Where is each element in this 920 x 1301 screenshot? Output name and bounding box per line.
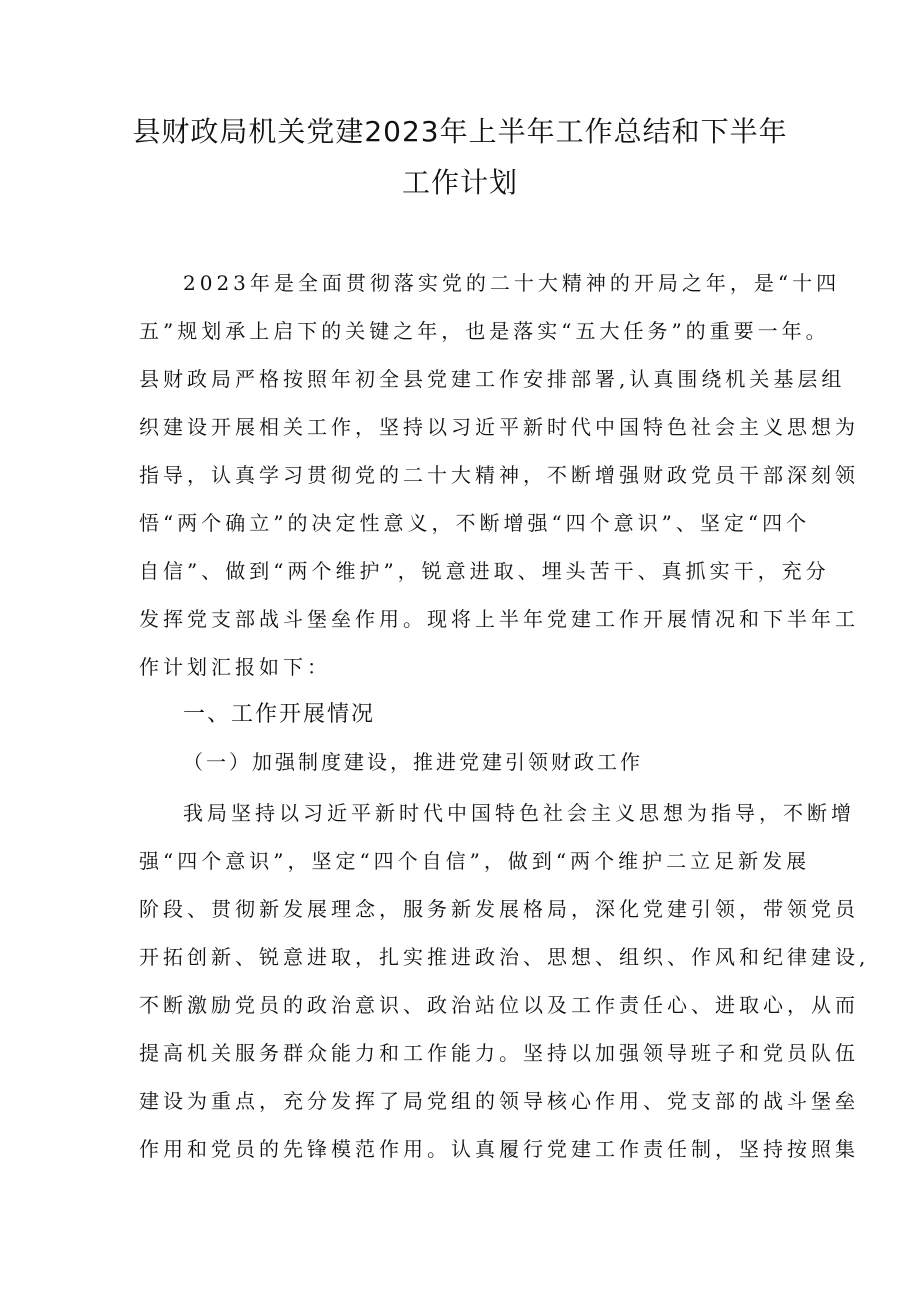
section-line: 我局坚持以习近平新时代中国特色社会主义思想为指导，不断增 bbox=[183, 801, 855, 825]
intro-line: 发挥党支部战斗堡垒作用。现将上半年党建工作开展情况和下半年工 bbox=[139, 607, 859, 631]
intro-line: 县财政局严格按照年初全县党建工作安排部署,认真围绕机关基层组 bbox=[139, 367, 846, 391]
section-line: 建设为重点，充分发挥了局党组的领导核心作用、党支部的战斗堡垒 bbox=[139, 1089, 859, 1113]
intro-line: 2023年是全面贯彻落实党的二十大精神的开局之年，是“十四 bbox=[183, 271, 841, 295]
document-title-line-1: 县财政局机关党建2023年上半年工作总结和下半年 bbox=[132, 115, 788, 148]
document-title-line-2: 工作计划 bbox=[401, 166, 518, 199]
section-heading: 一、工作开展情况 bbox=[183, 702, 376, 727]
section-line: 提高机关服务群众能力和工作能力。坚持以加强领导班子和党员队伍 bbox=[139, 1041, 859, 1065]
section-line: 不断激励党员的政治意识、政治站位以及工作责任心、进取心，从而 bbox=[139, 993, 859, 1017]
intro-line: 悟“两个确立”的决定性意义，不断增强“四个意识”、坚定“四个 bbox=[139, 511, 811, 535]
intro-line: 五”规划承上启下的关键之年，也是落实“五大任务”的重要一年。 bbox=[139, 319, 830, 343]
intro-line: 织建设开展相关工作，坚持以习近平新时代中国特色社会主义思想为 bbox=[139, 415, 859, 439]
intro-line: 指导，认真学习贯彻党的二十大精神，不断增强财政党员干部深刻领 bbox=[139, 463, 859, 487]
intro-line: 作计划汇报如下： bbox=[139, 655, 331, 679]
section-line: 作用和党员的先锋模范作用。认真履行党建工作责任制，坚持按照集 bbox=[139, 1137, 859, 1161]
section-line: 强“四个意识”，坚定“四个自信”，做到“两个维护二立足新发展 bbox=[139, 849, 811, 873]
sub-heading: （一）加强制度建设，推进党建引领财政工作 bbox=[183, 750, 643, 774]
section-line: 阶段、贯彻新发展理念，服务新发展格局，深化党建引领，带领党员 bbox=[139, 897, 859, 921]
intro-line: 自信”、做到“两个维护”，锐意进取、埋头苦干、真抓实干，充分 bbox=[139, 559, 830, 583]
section-line: 开拓创新、锐意进取，扎实推进政治、思想、组织、作风和纪律建设, bbox=[139, 945, 870, 969]
